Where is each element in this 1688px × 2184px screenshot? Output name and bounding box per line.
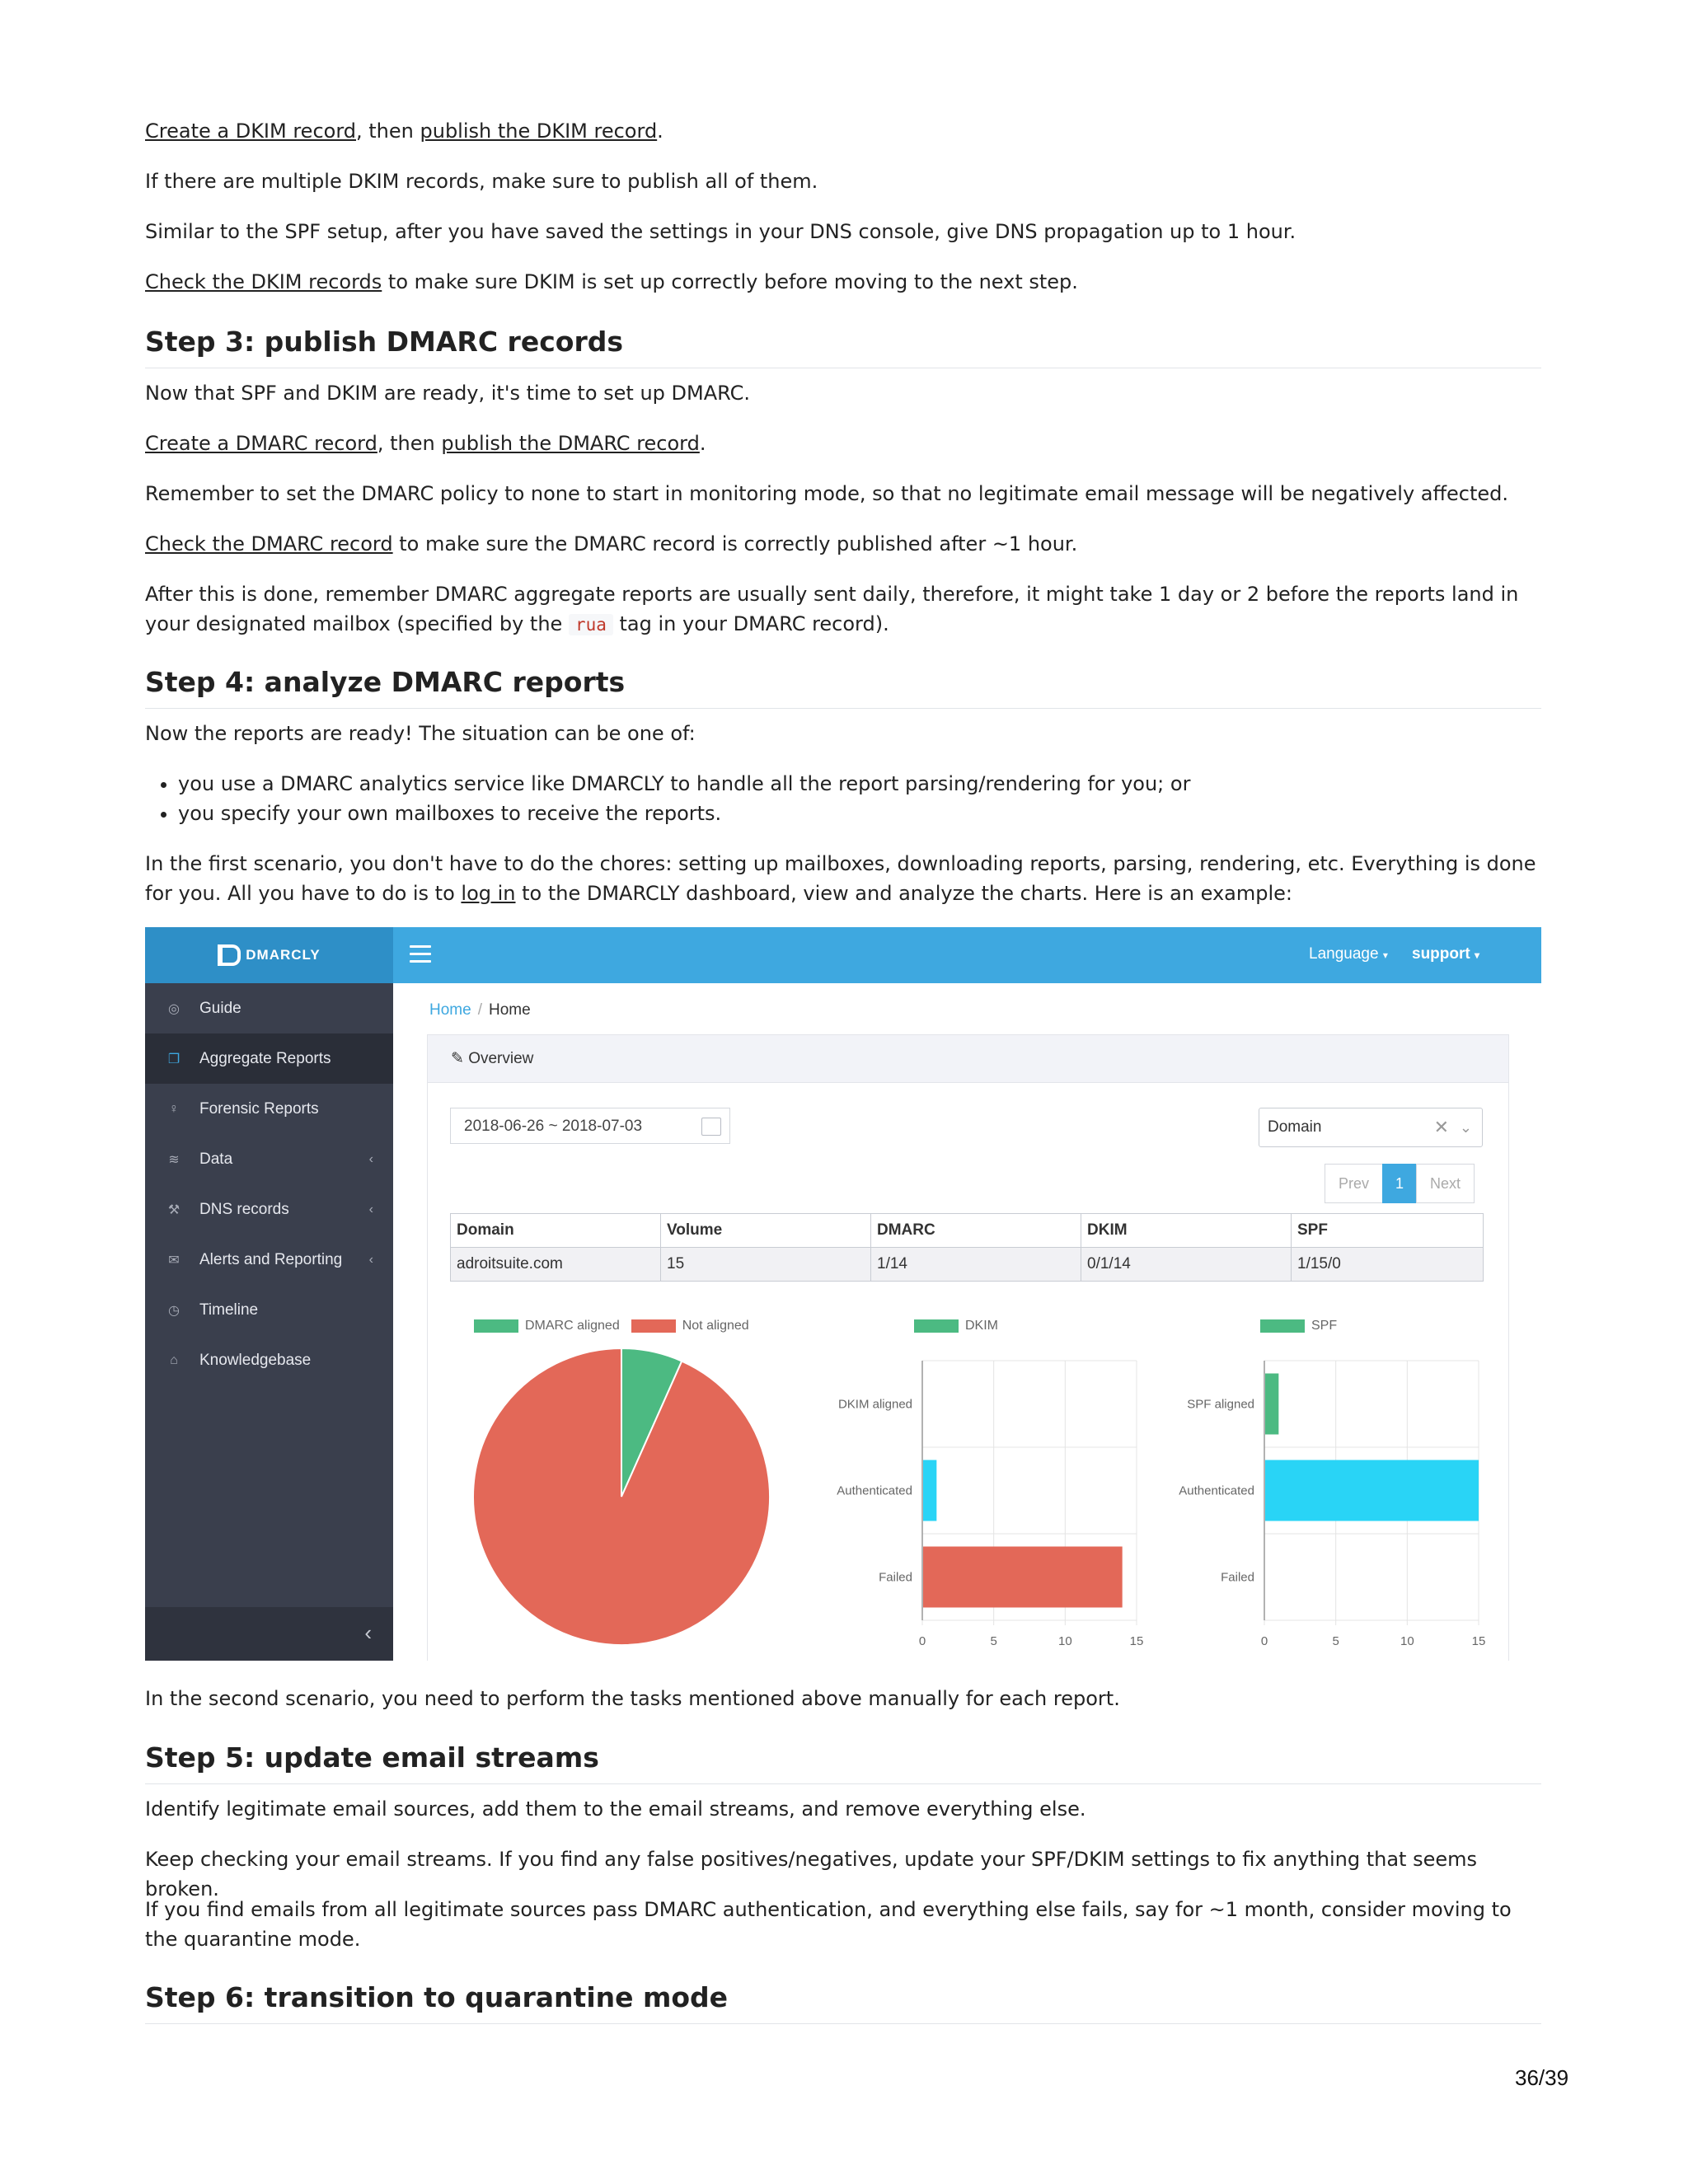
legend-label[interactable]: DKIM (965, 1319, 998, 1333)
dashboard-screenshot (145, 927, 1541, 1661)
layers-icon: ≋ (168, 1152, 180, 1167)
language-dropdown[interactable] (1309, 945, 1388, 963)
sidebar (145, 927, 393, 1661)
paragraph-second-scenario: In the second scenario, you need to perform the tasks mentioned above manually for each report. (145, 1687, 1120, 1710)
column-header[interactable]: Domain (451, 1214, 661, 1248)
text-fragment: . (657, 120, 663, 143)
page-number: 36/39 (1515, 2065, 1569, 2090)
sidebar-item-label: Alerts and Reporting (199, 1250, 343, 1268)
text-fragment: to the DMARCLY dashboard, view and analyze the charts. Here is an example: (515, 882, 1293, 905)
table-cell: 0/1/14 (1081, 1248, 1292, 1282)
sidebar-item-data[interactable] (145, 1134, 393, 1184)
link-log-in[interactable]: log in (461, 882, 516, 905)
pagination (1325, 1164, 1475, 1202)
paragraph-reports-ready: Now the reports are ready! The situation can be one of: (145, 722, 696, 745)
y-tick-label: DKIM aligned (837, 1397, 912, 1412)
paragraph-multiple-dkim: If there are multiple DKIM records, make sure to publish all of them. (145, 170, 818, 193)
text-fragment: tag in your DMARC record). (612, 612, 889, 635)
link-publish-dkim[interactable]: publish the DKIM record (420, 120, 658, 143)
chevron-left-icon: ‹ (368, 1202, 373, 1216)
legend-swatch (474, 1319, 518, 1333)
bar (1265, 1374, 1278, 1435)
text-fragment: to make sure the DMARC record is correctly published after ~1 hour. (392, 532, 1078, 555)
current-page-button[interactable]: 1 (1382, 1164, 1417, 1203)
column-header[interactable]: SPF (1292, 1214, 1484, 1248)
legend-swatch (1260, 1319, 1305, 1333)
sidebar-item-alerts-reporting[interactable] (145, 1235, 393, 1285)
spf-bar-chart (1124, 1336, 1487, 1661)
sidebar-item-label: Aggregate Reports (199, 1049, 331, 1067)
link-create-dmarc[interactable]: Create a DMARC record (145, 432, 377, 455)
support-dropdown[interactable] (1412, 945, 1479, 963)
x-tick-label: 10 (1400, 1634, 1414, 1648)
legend-label[interactable]: SPF (1311, 1319, 1338, 1333)
sidebar-item-label: DNS records (199, 1200, 289, 1218)
bullet-list (145, 769, 1190, 828)
caret-down-icon: ▾ (1475, 949, 1480, 961)
sidebar-item-knowledgebase[interactable] (145, 1335, 393, 1385)
edit-icon: ✎ (451, 1050, 464, 1067)
link-check-dkim[interactable]: Check the DKIM records (145, 270, 382, 293)
pie-legend (474, 1319, 749, 1333)
paragraph-spf-dkim-ready: Now that SPF and DKIM are ready, it's time to set up DMARC. (145, 382, 751, 405)
paragraph-identify-sources: Identify legitimate email sources, add them to the email streams, and remove everything else. (145, 1797, 1086, 1821)
paragraph-first-scenario (145, 849, 1541, 908)
hamburger-menu-icon[interactable] (410, 945, 431, 965)
legend-label[interactable]: DMARC aligned (525, 1319, 620, 1333)
x-tick-label: 15 (1129, 1634, 1144, 1648)
sidebar-item-timeline[interactable] (145, 1285, 393, 1335)
column-header[interactable]: DMARC (871, 1214, 1081, 1248)
breadcrumb-current: Home (488, 1001, 531, 1019)
table-cell: 15 (661, 1248, 871, 1282)
chevron-down-icon: ⌄ (1459, 1119, 1472, 1136)
bar (1265, 1460, 1479, 1521)
x-tick-label: 10 (1057, 1634, 1072, 1648)
date-range-input[interactable] (450, 1108, 730, 1144)
sidebar-item-label: Forensic Reports (199, 1099, 319, 1118)
table-cell: 1/15/0 (1292, 1248, 1484, 1282)
breadcrumb (429, 1001, 531, 1019)
panel-header (428, 1035, 1508, 1083)
link-check-dmarc[interactable]: Check the DMARC record (145, 532, 393, 555)
x-tick-label: 5 (990, 1634, 997, 1648)
calendar-icon (701, 1118, 721, 1136)
link-publish-dmarc[interactable]: publish the DMARC record (441, 432, 700, 455)
x-tick-label: 5 (1332, 1634, 1339, 1648)
table-cell: 1/14 (871, 1248, 1081, 1282)
lifebuoy-icon: ◎ (168, 1001, 180, 1016)
wrench-icon: ⚒ (167, 1202, 181, 1217)
prev-page-button[interactable]: Prev (1325, 1164, 1383, 1203)
sidebar-item-dns-records[interactable] (145, 1184, 393, 1235)
text-fragment: In the first scenario, you don't have to do the chores: setting up mailboxes, downloading reports, parsing, rendering, etc. Everything is done for you. All you have to do is to (145, 852, 1536, 905)
legend-label[interactable]: Not aligned (682, 1319, 749, 1333)
dkim-bar-chart (782, 1336, 1145, 1661)
list-item: • you specify your own mailboxes to receive the reports. (178, 799, 1190, 828)
sidebar-item-forensic-reports[interactable] (145, 1084, 393, 1134)
breadcrumb-home-link[interactable]: Home (429, 1001, 471, 1019)
sidebar-collapse-button[interactable] (145, 1607, 393, 1661)
paragraph-quarantine-hint: If you find emails from all legitimate sources pass DMARC authentication, and everything else fails, say for ~1 month, consider moving to the quarantine mode. (145, 1898, 1512, 1951)
heading-step3: Step 3: publish DMARC records (145, 323, 1541, 368)
paragraph-after-done (145, 579, 1541, 640)
sidebar-item-label: Data (199, 1150, 233, 1168)
y-tick-label: Failed (879, 1570, 912, 1585)
paragraph-keep-checking: Keep checking your email streams. If you find any false positives/negatives, update your SPF/DKIM settings to fix anything that seems broken. (145, 1848, 1478, 1900)
text-fragment: , then (356, 120, 420, 143)
text-fragment: . (699, 432, 706, 455)
code-rua: rua (569, 614, 613, 635)
paragraph-create-dkim (145, 116, 1541, 146)
domain-select[interactable] (1259, 1108, 1483, 1147)
table-header-row (451, 1214, 1484, 1248)
sidebar-item-label: Timeline (199, 1301, 259, 1319)
dmarcly-logo-icon (218, 944, 241, 966)
text-fragment: , then (377, 432, 442, 455)
copy-icon: ❐ (167, 1052, 181, 1066)
text-fragment: to make sure DKIM is set up correctly before moving to the next step. (382, 270, 1078, 293)
spf-legend (1260, 1319, 1337, 1333)
link-create-dkim[interactable]: Create a DKIM record (145, 120, 357, 143)
column-header[interactable]: DKIM (1081, 1214, 1292, 1248)
paragraph-check-dkim (145, 267, 1541, 297)
date-range-value: 2018-06-26 ~ 2018-07-03 (464, 1118, 643, 1135)
list-item: • you use a DMARC analytics service like DMARCLY to handle all the report parsing/rendering for you; or (178, 769, 1190, 799)
x-tick-label: 0 (918, 1634, 926, 1648)
support-label: support (1412, 945, 1470, 963)
heading-step6: Step 6: transition to quarantine mode (145, 1979, 1541, 2024)
pie-slice (473, 1348, 770, 1645)
chevron-left-icon: ‹ (368, 1252, 373, 1267)
bar (923, 1460, 936, 1521)
paragraph-dns-propagation: Similar to the SPF setup, after you have saved the settings in your DNS console, give DNS propagation up to 1 hour. (145, 220, 1296, 243)
envelope-open-icon: ✉ (168, 1253, 180, 1268)
sidebar-item-label: Guide (199, 999, 241, 1017)
clock-icon: ◷ (168, 1303, 180, 1318)
paragraph-check-dmarc (145, 529, 1541, 559)
x-tick-label: 15 (1471, 1634, 1486, 1648)
graduation-cap-icon: ⌂ (170, 1352, 178, 1367)
lightbulb-icon: ♀ (169, 1101, 179, 1116)
heading-step4: Step 4: analyze DMARC reports (145, 663, 1541, 709)
chevron-left-icon: ‹ (364, 1620, 372, 1645)
top-bar (393, 927, 1541, 983)
language-label: Language (1309, 945, 1379, 963)
y-tick-label: Failed (1221, 1570, 1254, 1585)
table-cell: adroitsuite.com (451, 1248, 661, 1282)
domain-select-value: Domain (1268, 1118, 1322, 1136)
y-tick-label: Authenticated (1179, 1483, 1254, 1498)
paragraph-dmarc-policy: Remember to set the DMARC policy to none to start in monitoring mode, so that no legitimate email message will be negatively affected. (145, 482, 1509, 505)
y-tick-label: SPF aligned (1187, 1397, 1254, 1412)
column-header[interactable]: Volume (661, 1214, 871, 1248)
panel-title: Overview (468, 1050, 534, 1067)
overview-panel (427, 1034, 1509, 1661)
caret-down-icon: ▾ (1382, 949, 1388, 961)
pie-chart (469, 1344, 774, 1649)
heading-step5: Step 5: update email streams (145, 1739, 1541, 1784)
dkim-legend (914, 1319, 998, 1333)
sidebar-item-aggregate-reports[interactable] (145, 1033, 393, 1084)
breadcrumb-separator: / (477, 1001, 482, 1019)
logo-text: DMARCLY (246, 947, 321, 963)
next-page-button[interactable]: Next (1416, 1164, 1475, 1203)
table-row[interactable] (451, 1248, 1484, 1282)
sidebar-item-guide[interactable] (145, 983, 393, 1033)
paragraph-create-dmarc (145, 429, 1541, 458)
bar (923, 1547, 1123, 1608)
y-tick-label: Authenticated (837, 1483, 912, 1498)
chevron-left-icon: ‹ (368, 1151, 373, 1166)
sidebar-item-label: Knowledgebase (199, 1351, 312, 1369)
clear-icon[interactable]: ✕ (1433, 1117, 1449, 1137)
legend-swatch (631, 1319, 676, 1333)
text-fragment: After this is done, remember DMARC aggregate reports are usually sent daily, therefore, it might take 1 day or 2 before the reports land in your designated mailbox (specified by the (145, 583, 1519, 635)
x-tick-label: 0 (1260, 1634, 1268, 1648)
legend-swatch (914, 1319, 959, 1333)
report-table (450, 1213, 1484, 1282)
logo[interactable] (145, 927, 393, 983)
